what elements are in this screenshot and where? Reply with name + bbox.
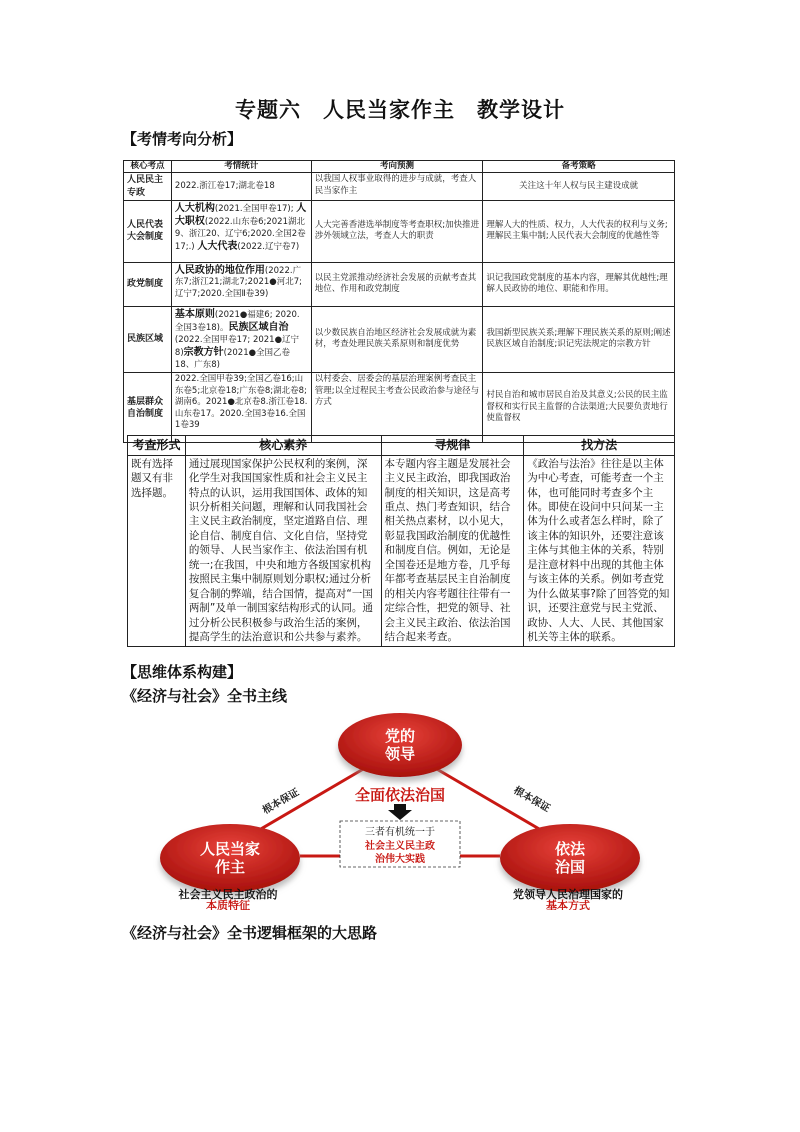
stats-text: (2021.全国甲卷17);: [214, 203, 294, 214]
forecast-cell: 以我国人权事业取得的进步与成就，考查人民当家作主: [311, 173, 483, 200]
main-line-diagram: [150, 708, 650, 910]
table-row: [124, 262, 675, 306]
right-edge-label: 根本保证: [511, 785, 552, 815]
study-method-table: [127, 435, 675, 647]
forecast-cell: 人大完善香港选举制度等考查职权;加快推进涉外领域立法，考查人大的职责: [311, 200, 483, 262]
topic-cell: 民族区域: [124, 306, 172, 372]
page-title: 专题六 人民当家作主 教学设计: [235, 98, 565, 122]
stats-text: (2022.广东7;浙江21;湖北7;2021●河北7;辽宁7;2020.全国Ⅱ卷39): [174, 265, 302, 299]
stats-text: (2022.全国甲卷17; 2021●辽宁8): [174, 334, 300, 359]
stats-text: (2022.山东卷6;2021湖北9、浙江20、辽宁6;2020.全国2卷17;.): [174, 217, 306, 253]
header-cell: 考向预测: [311, 161, 483, 173]
table-row: [124, 306, 675, 372]
literacy-cell: 通过展现国家保护公民权利的案例，深化学生对我国国家性质和社会主义民主特点的认识，运用我国国体、政体的知识分析相关问题，理解和认同我国社会主义民主政治制度，坚定道路自信、理论自信、制度自信、文化自信，坚持党的领导、人民当家作主、依法治国有机统一;在我国，中央和地方各级国家机构按照民主集中制原则划分职权;通过分析复合制的弊端，结合国情，提高对“一国两制”及单一制国家结构形式的认同。通过分析公民积极参与政治生活的案例，提高学生的法治意识和公共参与素养。: [185, 455, 381, 646]
stats-keyword: 人大机构: [174, 202, 215, 214]
stats-keyword: 民族区域自治: [228, 322, 289, 334]
table-row: [124, 173, 675, 200]
left-caption-line1: 社会主义民主政治的: [178, 888, 278, 901]
center-box-line1: 三者有机统一于: [365, 827, 435, 838]
table-row: [124, 200, 675, 262]
subtitle-logic-framework: 《经济与社会》全书逻辑框架的大思路: [122, 924, 378, 942]
stats-cell: [171, 200, 311, 262]
stats-keyword: 基本原则: [174, 308, 215, 320]
strategy-cell: 村民自治和城市居民自治及其意义;公民的民主监督权和实行民主监督的合法渠道;大民要负责地行使监督权: [483, 373, 675, 443]
center-title: 全面依法治国: [354, 786, 446, 804]
top-circle-line2: 领导: [384, 745, 416, 763]
header-cell: 考情统计: [171, 161, 311, 173]
stats-text: 2022.浙江卷17;湖北卷18: [174, 180, 275, 191]
stats-keyword: 人大代表: [197, 241, 238, 253]
strategy-cell: 理解人大的性质、权力，人大代表的权利与义务;理解民主集中制;人民代表大会制度的优越性等: [483, 200, 675, 262]
forecast-cell: 以民主党派推动经济社会发展的贡献考查其地位、作用和政党制度: [311, 262, 483, 306]
forecast-cell: 以村委会、居委会的基层治理案例考查民主管理;以全过程民主考查公民政治参与途径与方式: [311, 373, 483, 443]
topic-cell: 人民民主专政: [124, 173, 172, 200]
right-circle-line2: 治国: [554, 858, 586, 876]
stats-cell: [171, 262, 311, 306]
stats-text: (2022.辽宁卷7): [237, 242, 300, 253]
stats-text: (2021●福建6; 2020.全国3卷18)。: [174, 309, 300, 334]
forecast-cell: 以少数民族自治地区经济社会发展成就为素材，考查处理民族关系原则和制度优势: [311, 306, 483, 372]
right-caption-line1: 党领导人民治理国家的: [513, 888, 623, 901]
table-row: [128, 455, 675, 646]
stats-keyword: 宗教方针: [183, 347, 224, 359]
right-caption-line2: 基本方式: [546, 899, 590, 910]
stats-cell: [171, 173, 311, 200]
topic-cell: 基层群众自治制度: [124, 373, 172, 443]
left-circle-line1: 人民当家: [199, 840, 261, 858]
stats-cell: [171, 306, 311, 372]
header-cell: 备考策略: [483, 161, 675, 173]
down-arrow-icon: [388, 804, 412, 820]
section-heading-exam-analysis: 【考情考向分析】: [122, 130, 243, 148]
header-cell: 找方法: [524, 436, 675, 456]
center-box-line3: 治伟大实践: [375, 854, 425, 865]
header-cell: 考查形式: [128, 436, 186, 456]
left-circle-line2: 作主: [214, 858, 246, 876]
rules-cell: 本专题内容主题是发展社会主义民主政治，即我国政治制度的相关知识，这是高考重点、热门考查知识，结合相关热点素材，以小见大，彰显我国政治制度的优越性和制度自信。例如，无论是全国卷还是地方卷，几乎每年都考查基层民主自治制度的相关内容考题往往带有一定综合性，把党的领导、社会主义民主政治、依法治国结合起来考查。: [381, 455, 524, 646]
strategy-cell: 我国新型民族关系;理解下理民族关系的原则;阐述民族区域自治制度;识记宪法规定的宗教方针: [483, 306, 675, 372]
stats-cell: 2022.全国甲卷39;全国乙卷16;山东卷5;北京卷18;广东卷8;湖北卷8;湖南6。2021●北京卷8.浙江卷18.山东卷17。2020.全国3卷16.全国1卷39: [171, 373, 311, 443]
topic-cell: 人民代表大会制度: [124, 200, 172, 262]
stats-text: (2021●全国乙卷18、广东8): [174, 348, 291, 370]
top-circle-line1: 党的: [384, 727, 416, 745]
table-row: [124, 373, 675, 443]
header-cell: 核心素养: [185, 436, 381, 456]
strategy-cell: 识记我国政党制度的基本内容，理解其优越性;理解人民政协的地位、职能和作用。: [483, 262, 675, 306]
strategy-cell: 关注这十年人权与民主建设成就: [483, 173, 675, 200]
left-caption-line2: 本质特征: [206, 899, 250, 910]
header-cell: 寻规律: [381, 436, 524, 456]
method-cell: 《政治与法治》往往是以主体为中心考查，可能考查一个主体，也可能同时考查多个主体。即使在设问中只问某一主体为什么或者怎么样时，除了该主体的知识外，还要注意该主体与其他主体的关系，特别是注意材料中出现的其他主体与该主体的关系。例如考查党为什么做某事?除了回答党的知识，还要注意党与民主党派、政协、人大、人民、其他国家机关等主体的联系。: [524, 455, 675, 646]
left-edge-label: 根本保证: [261, 787, 302, 817]
table-header-row: [124, 161, 675, 173]
right-circle-line1: 依法: [554, 840, 586, 858]
center-box-line2: 社会主义民主政: [365, 841, 435, 852]
stats-keyword: 人民政协的地位作用: [174, 264, 265, 276]
form-cell: 既有选择题又有非选择题。: [128, 455, 186, 646]
table-header-row: [128, 436, 675, 456]
section-heading-thinking-system: 【思维体系构建】: [122, 663, 243, 681]
topic-cell: 政党制度: [124, 262, 172, 306]
header-cell: 核心考点: [124, 161, 172, 173]
exam-analysis-table: [123, 160, 675, 443]
stats-keyword: 人大职权: [174, 202, 307, 228]
subtitle-main-line: 《经济与社会》全书主线: [122, 687, 288, 705]
